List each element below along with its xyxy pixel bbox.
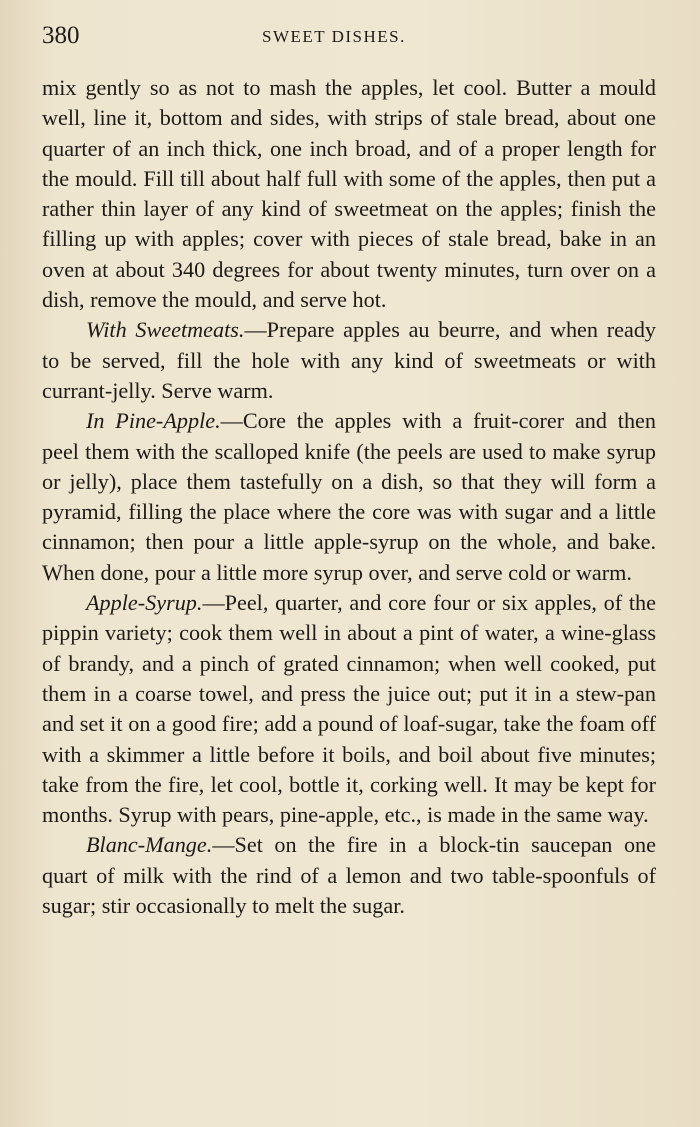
paragraph-text: —Set on the fire in a block-tin saucepan one quart of milk with the rind of a lemon and two table-spoonfuls of sugar; stir occasionally to melt the sugar. — [42, 832, 656, 919]
paragraph-text: —Peel, quarter, and core four or six apples, of the pippin variety; cook them well in about a pint of water, a wine-glass of brandy, and a pinch of grated cinnamon; when well cooked, put them in a coarse towel, and press the juice out; put it in a stew-pan and set it on a good fire; add a pound of loaf-sugar, take the foam off with a skimmer a little before it boils, and boil about five minutes; take from the fire, let cool, bottle it, corking well. It may be kept for months. Syrup with pears, pine-apple, etc., is made in the same way. — [42, 590, 656, 828]
paragraph-text: mix gently so as not to mash the apples, let cool. Butter a mould well, line it, bottom and sides, with strips of stale bread, about one quarter of an inch thick, one inch broad, and of a proper length for the mould. Fill till about half full with some of the apples, then put a rather thin layer of any kind of sweetmeat on the apples; finish the filling up with apples; cover with pieces of stale bread, bake in an oven at about 340 degrees for about twenty minutes, turn over on a dish, remove the mould, and serve hot. — [42, 75, 656, 313]
paragraph-apple-syrup — [42, 588, 656, 830]
paragraph-text: —Prepare apples au beurre, and when ready to be served, fill the hole with any kind of sweetmeats or with currant-jelly. Serve warm. — [42, 317, 657, 403]
body-text — [42, 73, 656, 921]
paragraph-in-pine-apple — [42, 406, 656, 588]
paragraph-blanc-mange — [42, 830, 656, 921]
paragraph-heading: Apple-Syrup. — [86, 590, 203, 616]
paragraph-heading: Blanc-Mange. — [86, 832, 213, 858]
paragraph-heading: In Pine-Apple. — [86, 408, 221, 434]
paragraph-heading: With Sweetmeats. — [86, 317, 245, 343]
page-header — [42, 22, 652, 56]
paragraph-with-sweetmeats — [42, 315, 656, 406]
page-number: 380 — [42, 22, 80, 49]
running-head: SWEET DISHES. — [262, 27, 406, 46]
paragraph-text: —Core the apples with a fruit-corer and then peel them with the scalloped knife (the peels are used to make syrup or jelly), place them tastefully on a dish, so that they will form a pyramid, filling the place where the core was with sugar and a little cinnamon; then pour a little apple-syrup on the whole, and bake. When done, pour a little more syrup over, and serve cold or warm. — [42, 408, 656, 585]
paragraph-continuation — [42, 73, 656, 315]
